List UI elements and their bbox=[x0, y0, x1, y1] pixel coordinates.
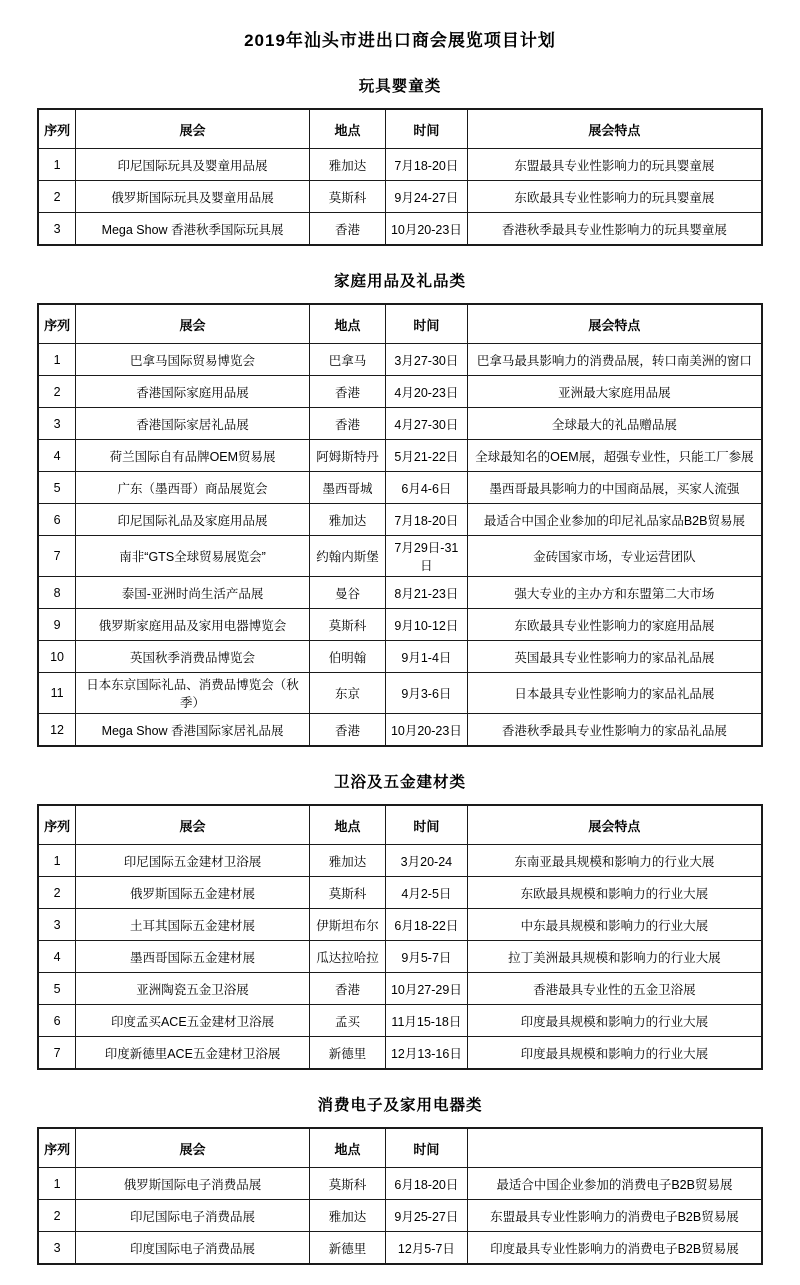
location-cell: 孟买 bbox=[309, 1005, 385, 1037]
table-row bbox=[38, 877, 762, 909]
column-header: 地点 bbox=[309, 304, 385, 344]
table-row bbox=[38, 344, 762, 376]
date-cell: 6月18-20日 bbox=[386, 1168, 468, 1200]
column-header: 地点 bbox=[309, 805, 385, 845]
row-number-cell: 2 bbox=[38, 877, 76, 909]
date-cell: 9月1-4日 bbox=[386, 641, 468, 673]
row-number-cell: 4 bbox=[38, 440, 76, 472]
date-cell: 8月21-23日 bbox=[386, 577, 468, 609]
location-cell: 新德里 bbox=[309, 1232, 385, 1265]
table-row bbox=[38, 213, 762, 246]
table-row bbox=[38, 1005, 762, 1037]
table-row bbox=[38, 673, 762, 714]
location-cell: 香港 bbox=[309, 973, 385, 1005]
location-cell: 莫斯科 bbox=[309, 181, 385, 213]
table-row bbox=[38, 941, 762, 973]
date-cell: 4月20-23日 bbox=[386, 376, 468, 408]
feature-cell: 印度最具专业性影响力的消费电子B2B贸易展 bbox=[467, 1232, 762, 1265]
date-cell: 3月27-30日 bbox=[386, 344, 468, 376]
table-row bbox=[38, 1037, 762, 1070]
column-header: 序列 bbox=[38, 304, 76, 344]
column-header: 时间 bbox=[386, 805, 468, 845]
feature-cell: 巴拿马最具影响力的消费品展，转口南美洲的窗口 bbox=[467, 344, 762, 376]
row-number-cell: 5 bbox=[38, 973, 76, 1005]
feature-cell: 强大专业的主办方和东盟第二大市场 bbox=[467, 577, 762, 609]
exhibition-name-cell: 泰国-亚洲时尚生活产品展 bbox=[76, 577, 310, 609]
location-cell: 香港 bbox=[309, 408, 385, 440]
table-row bbox=[38, 149, 762, 181]
column-header: 展会 bbox=[76, 1128, 310, 1168]
section-title: 玩具婴童类 bbox=[358, 78, 442, 95]
feature-cell: 日本最具专业性影响力的家品礼品展 bbox=[467, 673, 762, 714]
column-header: 序列 bbox=[38, 805, 76, 845]
row-number-cell: 8 bbox=[38, 577, 76, 609]
row-number-cell: 2 bbox=[38, 181, 76, 213]
table-header-row bbox=[38, 304, 762, 344]
date-cell: 4月2-5日 bbox=[386, 877, 468, 909]
row-number-cell: 7 bbox=[38, 536, 76, 577]
row-number-cell: 7 bbox=[38, 1037, 76, 1070]
feature-cell: 东欧最具专业性影响力的玩具婴童展 bbox=[467, 181, 762, 213]
row-number-cell: 2 bbox=[38, 1200, 76, 1232]
location-cell: 莫斯科 bbox=[309, 609, 385, 641]
sections-container bbox=[37, 74, 763, 1265]
feature-cell: 全球最知名的OEM展，超强专业性，只能工厂参展 bbox=[467, 440, 762, 472]
exhibition-name-cell: 香港国际家居礼品展 bbox=[76, 408, 310, 440]
exhibition-name-cell: 土耳其国际五金建材展 bbox=[76, 909, 310, 941]
location-cell: 雅加达 bbox=[309, 845, 385, 877]
date-cell: 9月3-6日 bbox=[386, 673, 468, 714]
table-row bbox=[38, 714, 762, 747]
column-header: 序列 bbox=[38, 109, 76, 149]
date-cell: 6月18-22日 bbox=[386, 909, 468, 941]
location-cell: 雅加达 bbox=[309, 1200, 385, 1232]
feature-cell: 东盟最具专业性影响力的消费电子B2B贸易展 bbox=[467, 1200, 762, 1232]
location-cell: 阿姆斯特丹 bbox=[309, 440, 385, 472]
feature-cell: 东欧最具专业性影响力的家庭用品展 bbox=[467, 609, 762, 641]
date-cell: 10月20-23日 bbox=[386, 714, 468, 747]
column-header: 展会特点 bbox=[467, 805, 762, 845]
table-row bbox=[38, 1200, 762, 1232]
feature-cell: 墨西哥最具影响力的中国商品展，买家人流强 bbox=[467, 472, 762, 504]
date-cell: 6月4-6日 bbox=[386, 472, 468, 504]
exhibition-name-cell: 俄罗斯国际电子消费品展 bbox=[76, 1168, 310, 1200]
date-cell: 9月25-27日 bbox=[386, 1200, 468, 1232]
exhibition-name-cell: 香港国际家庭用品展 bbox=[76, 376, 310, 408]
table-row bbox=[38, 845, 762, 877]
feature-cell: 印度最具规模和影响力的行业大展 bbox=[467, 1005, 762, 1037]
row-number-cell: 3 bbox=[38, 1232, 76, 1265]
exhibition-name-cell: 广东（墨西哥）商品展览会 bbox=[76, 472, 310, 504]
table-row bbox=[38, 609, 762, 641]
location-cell: 伊斯坦布尔 bbox=[309, 909, 385, 941]
column-header: 展会特点 bbox=[467, 109, 762, 149]
location-cell: 莫斯科 bbox=[309, 1168, 385, 1200]
location-cell: 伯明翰 bbox=[309, 641, 385, 673]
exhibition-name-cell: 印尼国际五金建材卫浴展 bbox=[76, 845, 310, 877]
location-cell: 瓜达拉哈拉 bbox=[309, 941, 385, 973]
date-cell: 4月27-30日 bbox=[386, 408, 468, 440]
exhibition-name-cell: 俄罗斯国际玩具及婴童用品展 bbox=[76, 181, 310, 213]
feature-cell: 金砖国家市场，专业运营团队 bbox=[467, 536, 762, 577]
exhibition-name-cell: 南非“GTS全球贸易展览会” bbox=[76, 536, 310, 577]
feature-cell: 香港最具专业性的五金卫浴展 bbox=[467, 973, 762, 1005]
exhibition-name-cell: 印尼国际礼品及家庭用品展 bbox=[76, 504, 310, 536]
exhibition-name-cell: 巴拿马国际贸易博览会 bbox=[76, 344, 310, 376]
row-number-cell: 2 bbox=[38, 376, 76, 408]
table-row bbox=[38, 440, 762, 472]
date-cell: 9月24-27日 bbox=[386, 181, 468, 213]
exhibition-name-cell: 印尼国际电子消费品展 bbox=[76, 1200, 310, 1232]
exhibition-name-cell: 俄罗斯家庭用品及家用电器博览会 bbox=[76, 609, 310, 641]
table-row bbox=[38, 973, 762, 1005]
column-header: 时间 bbox=[386, 304, 468, 344]
feature-cell: 东南亚最具规模和影响力的行业大展 bbox=[467, 845, 762, 877]
date-cell: 10月27-29日 bbox=[386, 973, 468, 1005]
column-header: 展会 bbox=[76, 805, 310, 845]
exhibition-name-cell: 荷兰国际自有品牌OEM贸易展 bbox=[76, 440, 310, 472]
table-header-row bbox=[38, 109, 762, 149]
row-number-cell: 10 bbox=[38, 641, 76, 673]
location-cell: 墨西哥城 bbox=[309, 472, 385, 504]
column-header bbox=[467, 1128, 762, 1168]
row-number-cell: 1 bbox=[38, 344, 76, 376]
location-cell: 香港 bbox=[309, 714, 385, 747]
column-header: 地点 bbox=[309, 1128, 385, 1168]
table-row bbox=[38, 1232, 762, 1265]
date-cell: 9月10-12日 bbox=[386, 609, 468, 641]
exhibition-name-cell: 英国秋季消费品博览会 bbox=[76, 641, 310, 673]
feature-cell: 全球最大的礼品赠品展 bbox=[467, 408, 762, 440]
date-cell: 7月18-20日 bbox=[386, 504, 468, 536]
exhibition-name-cell: 印尼国际玩具及婴童用品展 bbox=[76, 149, 310, 181]
feature-cell: 印度最具规模和影响力的行业大展 bbox=[467, 1037, 762, 1070]
date-cell: 10月20-23日 bbox=[386, 213, 468, 246]
column-header: 展会 bbox=[76, 109, 310, 149]
column-header: 展会特点 bbox=[467, 304, 762, 344]
table-header-row bbox=[38, 805, 762, 845]
location-cell: 约翰内斯堡 bbox=[309, 536, 385, 577]
location-cell: 东京 bbox=[309, 673, 385, 714]
exhibition-table bbox=[37, 303, 763, 747]
date-cell: 12月5-7日 bbox=[386, 1232, 468, 1265]
section-title: 家庭用品及礼品类 bbox=[333, 273, 466, 290]
location-cell: 香港 bbox=[309, 213, 385, 246]
table-row bbox=[38, 641, 762, 673]
column-header: 序列 bbox=[38, 1128, 76, 1168]
location-cell: 新德里 bbox=[309, 1037, 385, 1070]
exhibition-name-cell: 印度新德里ACE五金建材卫浴展 bbox=[76, 1037, 310, 1070]
exhibition-name-cell: Mega Show 香港秋季国际玩具展 bbox=[76, 213, 310, 246]
exhibition-name-cell: 印度国际电子消费品展 bbox=[76, 1232, 310, 1265]
table-row bbox=[38, 504, 762, 536]
date-cell: 7月29日-31日 bbox=[386, 536, 468, 577]
exhibition-table bbox=[37, 804, 763, 1070]
column-header: 展会 bbox=[76, 304, 310, 344]
table-row bbox=[38, 536, 762, 577]
exhibition-name-cell: 俄罗斯国际五金建材展 bbox=[76, 877, 310, 909]
feature-cell: 东盟最具专业性影响力的玩具婴童展 bbox=[467, 149, 762, 181]
row-number-cell: 6 bbox=[38, 1005, 76, 1037]
location-cell: 香港 bbox=[309, 376, 385, 408]
table-row bbox=[38, 181, 762, 213]
date-cell: 11月15-18日 bbox=[386, 1005, 468, 1037]
feature-cell: 最适合中国企业参加的印尼礼品家品B2B贸易展 bbox=[467, 504, 762, 536]
feature-cell: 香港秋季最具专业性影响力的玩具婴童展 bbox=[467, 213, 762, 246]
location-cell: 雅加达 bbox=[309, 504, 385, 536]
exhibition-name-cell: 墨西哥国际五金建材展 bbox=[76, 941, 310, 973]
feature-cell: 最适合中国企业参加的消费电子B2B贸易展 bbox=[467, 1168, 762, 1200]
row-number-cell: 1 bbox=[38, 845, 76, 877]
row-number-cell: 1 bbox=[38, 149, 76, 181]
exhibition-name-cell: 亚洲陶瓷五金卫浴展 bbox=[76, 973, 310, 1005]
table-header-row bbox=[38, 1128, 762, 1168]
exhibition-name-cell: 日本东京国际礼品、消费品博览会（秋季） bbox=[76, 673, 310, 714]
feature-cell: 东欧最具规模和影响力的行业大展 bbox=[467, 877, 762, 909]
row-number-cell: 3 bbox=[38, 909, 76, 941]
section-title: 消费电子及家用电器类 bbox=[317, 1097, 483, 1114]
row-number-cell: 1 bbox=[38, 1168, 76, 1200]
feature-cell: 亚洲最大家庭用品展 bbox=[467, 376, 762, 408]
location-cell: 雅加达 bbox=[309, 149, 385, 181]
feature-cell: 英国最具专业性影响力的家品礼品展 bbox=[467, 641, 762, 673]
row-number-cell: 9 bbox=[38, 609, 76, 641]
column-header: 地点 bbox=[309, 109, 385, 149]
date-cell: 3月20-24 bbox=[386, 845, 468, 877]
exhibition-table bbox=[37, 1127, 763, 1265]
table-row bbox=[38, 376, 762, 408]
document-title: 2019年汕头市进出口商会展览项目计划 bbox=[244, 31, 556, 50]
column-header: 时间 bbox=[386, 109, 468, 149]
feature-cell: 拉丁美洲最具规模和影响力的行业大展 bbox=[467, 941, 762, 973]
table-row bbox=[38, 472, 762, 504]
section-title: 卫浴及五金建材类 bbox=[333, 774, 466, 791]
row-number-cell: 3 bbox=[38, 408, 76, 440]
date-cell: 5月21-22日 bbox=[386, 440, 468, 472]
feature-cell: 香港秋季最具专业性影响力的家品礼品展 bbox=[467, 714, 762, 747]
row-number-cell: 12 bbox=[38, 714, 76, 747]
row-number-cell: 5 bbox=[38, 472, 76, 504]
column-header: 时间 bbox=[386, 1128, 468, 1168]
location-cell: 巴拿马 bbox=[309, 344, 385, 376]
row-number-cell: 6 bbox=[38, 504, 76, 536]
row-number-cell: 4 bbox=[38, 941, 76, 973]
row-number-cell: 3 bbox=[38, 213, 76, 246]
feature-cell: 中东最具规模和影响力的行业大展 bbox=[467, 909, 762, 941]
table-row bbox=[38, 1168, 762, 1200]
exhibition-name-cell: 印度孟买ACE五金建材卫浴展 bbox=[76, 1005, 310, 1037]
location-cell: 曼谷 bbox=[309, 577, 385, 609]
date-cell: 7月18-20日 bbox=[386, 149, 468, 181]
date-cell: 12月13-16日 bbox=[386, 1037, 468, 1070]
table-row bbox=[38, 909, 762, 941]
exhibition-name-cell: Mega Show 香港国际家居礼品展 bbox=[76, 714, 310, 747]
table-row bbox=[38, 577, 762, 609]
table-row bbox=[38, 408, 762, 440]
row-number-cell: 11 bbox=[38, 673, 76, 714]
exhibition-table bbox=[37, 108, 763, 246]
location-cell: 莫斯科 bbox=[309, 877, 385, 909]
date-cell: 9月5-7日 bbox=[386, 941, 468, 973]
